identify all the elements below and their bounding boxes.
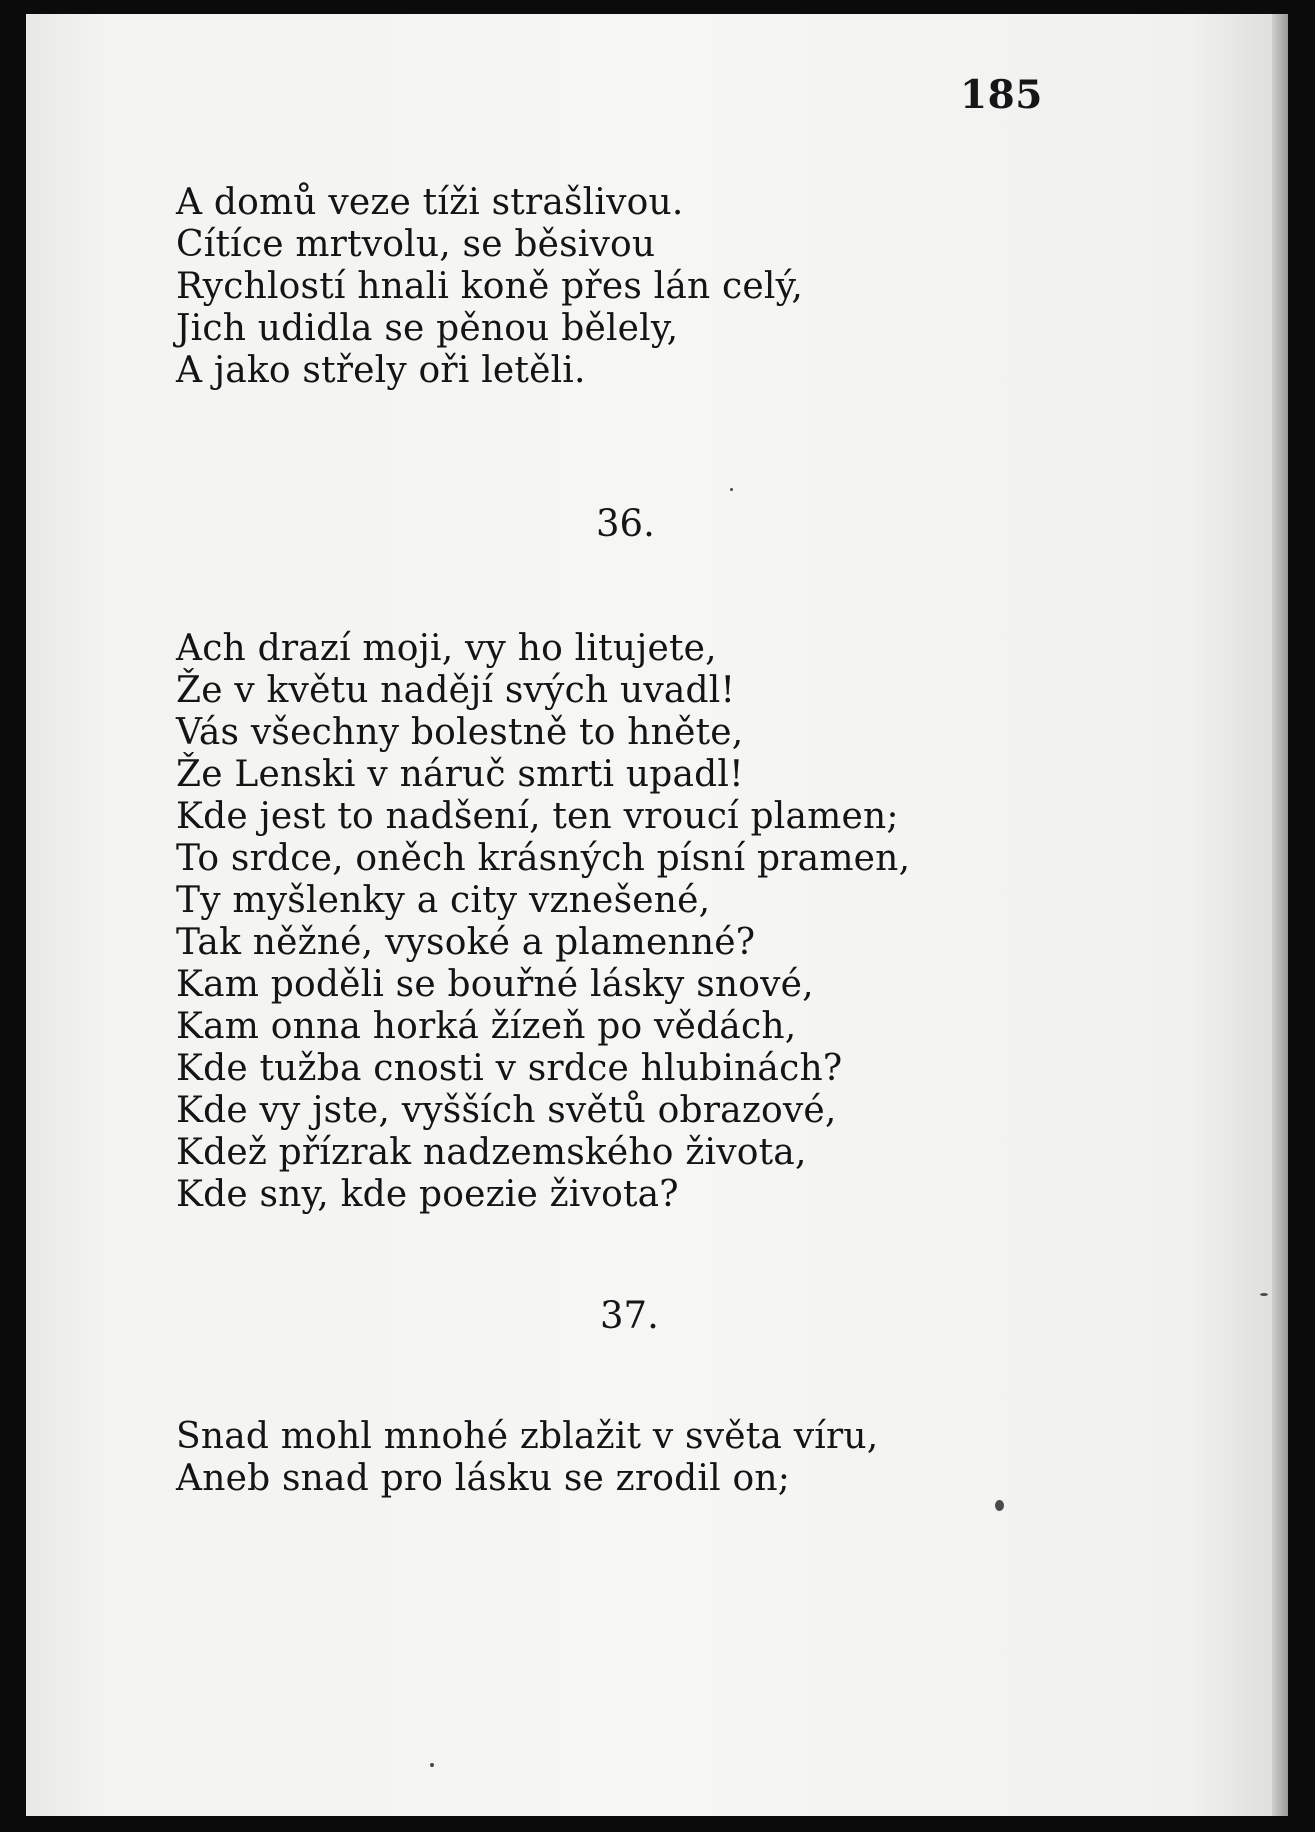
verse-line: Že v květu nadějí svých uvadl! [176,670,736,711]
section-number-37: 37. [600,1294,659,1337]
verse-line: Tak něžné, vysoké a plamenné? [176,922,756,963]
verse-line: Ty myšlenky a city vznešené, [176,880,711,921]
ink-speck [995,1500,1004,1511]
verse-line: Jich udidla se pěnou bělely, [176,308,679,349]
ink-speck [430,1763,434,1767]
verse-line: Že Lenski v náruč smrti upadl! [176,754,744,795]
verse-line: Kam poděli se bouřné lásky snové, [176,964,814,1005]
verse-line: Ach drazí moji, vy ho litujete, [176,628,717,669]
verse-line: Kde tužba cnosti v srdce hlubinách? [176,1048,843,1089]
verse-line: Aneb snad pro lásku se zrodil on; [176,1458,791,1499]
verse-line: Cítíce mrtvolu, se běsivou [176,224,656,265]
page-number: 185 [960,72,1043,118]
page-edge-shadow [1272,14,1288,1816]
ink-speck [730,488,733,491]
verse-line: Kam onna horká žízeň po vědách, [176,1006,797,1047]
stanza-37 [176,1416,878,1500]
verse-line: Rychlostí hnali koně přes lán celý, [176,266,804,307]
verse-line: Kdež přízrak nadzemského života, [176,1132,807,1173]
section-number-36: 36. [596,502,655,545]
stanza-1 [176,182,803,392]
verse-line: To srdce, oněch krásných písní pramen, [176,838,911,879]
stanza-36 [176,628,910,1216]
ink-speck [1260,1293,1268,1296]
verse-line: Kde sny, kde poezie života? [176,1174,679,1215]
verse-line: A jako střely oři letěli. [176,350,586,391]
verse-line: Kde jest to nadšení, ten vroucí plamen; [176,796,899,837]
verse-line: Snad mohl mnohé zblažit v světa víru, [176,1416,879,1457]
verse-line: Vás všechny bolestně to hněte, [176,712,744,753]
verse-line: Kde vy jste, vyšších světů obrazové, [176,1090,837,1131]
verse-line: A domů veze tíži strašlivou. [176,182,684,223]
